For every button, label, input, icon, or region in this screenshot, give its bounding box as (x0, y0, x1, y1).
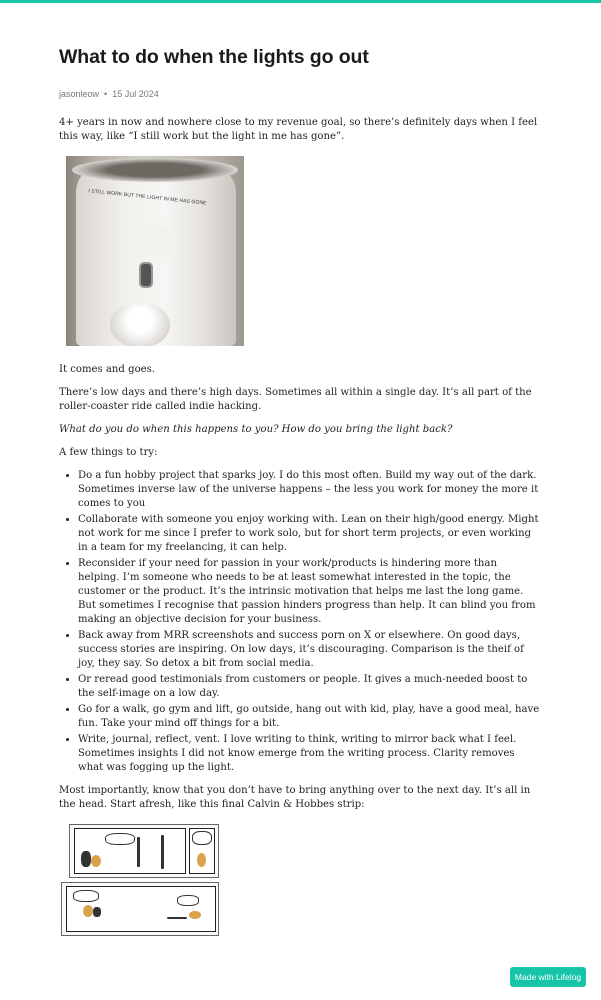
few-things-paragraph: A few things to try: (59, 447, 158, 458)
photo-device-rim (72, 158, 238, 182)
comic-tier-top (69, 824, 219, 878)
comic-panel (74, 828, 186, 874)
low-high-days-paragraph: There’s low days and there’s high days. Sometimes all within a single day. It’s all part of the roller-coaster ride called indie hacking. (59, 387, 532, 412)
post-title: What to do when the lights go out (59, 46, 369, 68)
post-body (59, 116, 541, 934)
comic-figure (81, 851, 91, 867)
list-item: • Reconsider if your need for passion in your work/products is hindering more than helping. I’m someone who needs to be at least somewhat interested in the topic, the customer or the product. It’s the intrinsic motivation that helps me last the long game. But sometimes I recognise that passion hinders progress than help. It can blind you from making an objective decision for your business. (78, 557, 541, 627)
list-item: • Back away from MRR screenshots and success porn on X or elsewhere. On good days, success stories are inspiring. On low days, it’s discouraging. Comparison is the theif of joy, they say. So detox a bit from social media. (78, 629, 541, 671)
meta-separator: • (104, 89, 108, 99)
comic-tree (161, 835, 164, 869)
calvin-hobbes-strip-image (61, 824, 219, 934)
tips-list (59, 469, 541, 775)
comic-figure (83, 905, 93, 917)
comes-and-goes-paragraph: It comes and goes. (59, 364, 156, 375)
post-date: 15 Jul 2024 (112, 89, 159, 99)
comic-speech-bubble (177, 895, 199, 906)
photo-blurred-logo (138, 226, 172, 256)
comic-figure (93, 907, 101, 917)
list-item: • Go for a walk, go gym and lift, go outside, hang out with kid, play, have a good meal, have fun. Take your mind off things for a bit. (78, 703, 541, 731)
made-with-lifelog-button[interactable]: Made with Lifelog (510, 967, 586, 987)
comic-speech-bubble (105, 833, 135, 845)
comic-speech-bubble (192, 831, 212, 845)
list-item: • Do a fun hobby project that sparks joy. I do this most often. Build my way out of the dark. Sometimes inverse law of the universe happens – the less you work for money the more it comes to you (78, 469, 541, 511)
top-accent-bar (0, 0, 601, 3)
comic-snow-track (167, 917, 187, 919)
photo-printed-text: I STILL WORK BUT THE LIGHT IN ME HAS GONE (88, 188, 207, 207)
comic-sled (189, 911, 201, 919)
comic-figure (91, 855, 101, 867)
photo-indicator-slot (139, 262, 153, 288)
list-item: • Write, journal, reflect, vent. I love writing to think, writing to mirror back what I feel. Sometimes insights I did not know emerge from the writing process. Clarity removes what was fogging up the light. (78, 733, 541, 775)
photo-device-knob (110, 302, 170, 346)
comic-panel (189, 828, 215, 874)
post-meta (59, 89, 159, 99)
comic-panel (66, 886, 216, 932)
intro-paragraph: 4+ years in now and nowhere close to my revenue goal, so there’s definitely days when I feel this way, like “I still work but the light in me has gone”. (59, 117, 538, 142)
list-item: • Or reread good testimonials from customers or people. It gives a much-needed boost to the self-image on a low day. (78, 673, 541, 701)
most-importantly-paragraph: Most importantly, know that you don’t have to bring anything over to the next day. It’s all in the head. Start afresh, like this final Calvin & Hobbes strip: (59, 785, 531, 810)
list-item: • Collaborate with someone you enjoy working with. Lean on their high/good energy. Might not work for me since I prefer to work solo, but for short term projects, or even working in a team for my freelancing, it can help. (78, 513, 541, 555)
comic-figure (197, 853, 206, 867)
comic-tree (137, 837, 140, 867)
comic-speech-bubble (73, 890, 99, 902)
question-text: What do you do when this happens to you? How do you bring the light back? (59, 424, 453, 435)
author-link[interactable]: jasonleow (59, 89, 100, 99)
question-paragraph (59, 423, 541, 437)
comic-tier-bottom (61, 882, 219, 936)
bottle-warmer-photo (66, 156, 244, 346)
